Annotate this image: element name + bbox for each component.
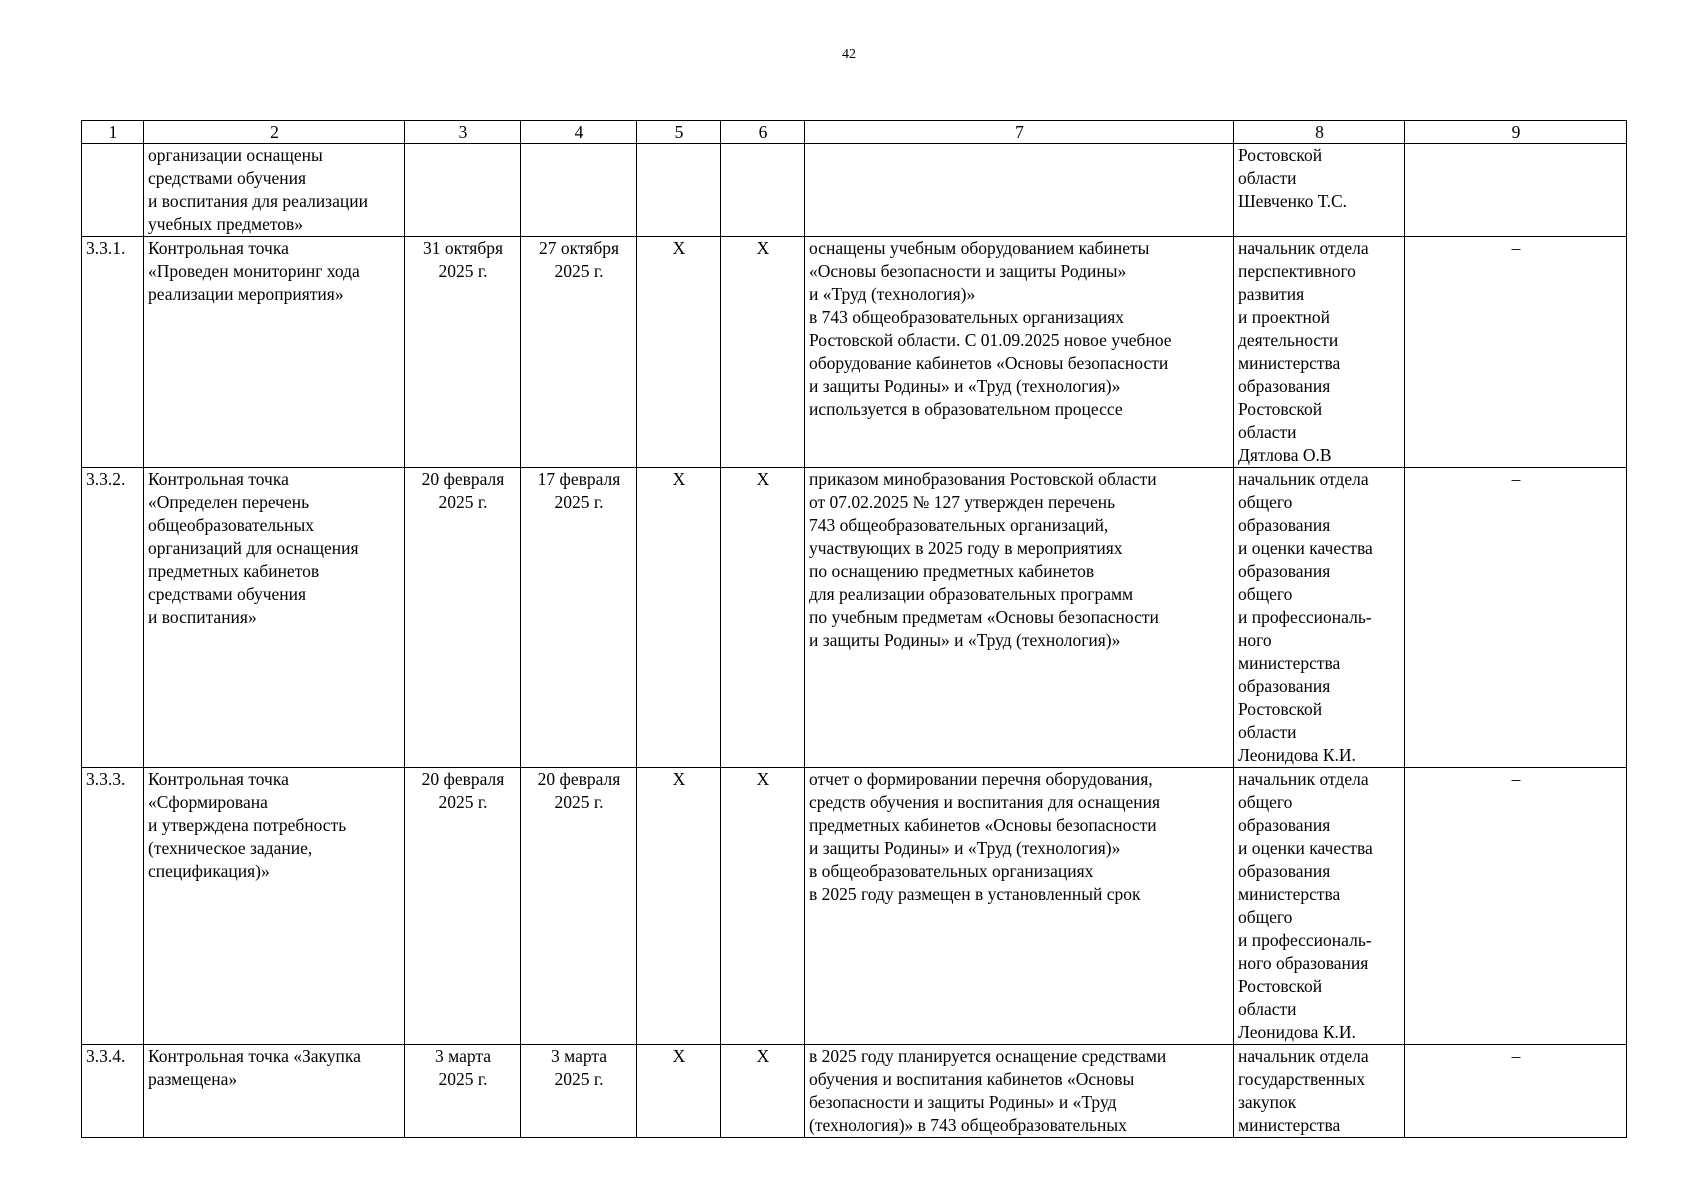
text-line: 20 февраля	[421, 769, 505, 789]
event-title	[144, 768, 405, 1045]
result-description	[805, 1045, 1234, 1138]
column-header: 3	[405, 121, 521, 144]
text-line: 2025 г.	[554, 792, 604, 812]
column-6-value: Х	[721, 237, 805, 468]
text-line: обучения и воспитания кабинетов «Основы	[809, 1069, 1135, 1089]
text-line: (техническое задание,	[148, 838, 313, 858]
text-line: оборудование кабинетов «Основы безопасности	[809, 353, 1169, 373]
text-line: и защиты Родины» и «Труд (технология)»	[809, 630, 1121, 650]
text-line: реализации мероприятия»	[148, 284, 344, 304]
responsible-person	[1234, 1045, 1405, 1138]
text-line: министерства	[1238, 653, 1341, 673]
text-line: используется в образовательном процессе	[809, 399, 1123, 419]
text-line: общего	[1238, 907, 1293, 927]
actual-date	[521, 468, 637, 768]
text-line: «Основы безопасности и защиты Родины»	[809, 261, 1127, 281]
text-line: 2025 г.	[438, 261, 488, 281]
responsible-person	[1234, 144, 1405, 237]
text-line: области	[1238, 168, 1297, 188]
table-row	[82, 237, 1627, 468]
column-5-value	[637, 144, 721, 237]
text-line: образования	[1238, 515, 1331, 535]
text-line: 2025 г.	[438, 792, 488, 812]
text-line: в 743 общеобразовательных организациях	[809, 307, 1124, 327]
column-header: 7	[805, 121, 1234, 144]
text-line: Ростовской	[1238, 399, 1323, 419]
text-line: спецификация)»	[148, 861, 270, 881]
column-6-value: Х	[721, 1045, 805, 1138]
text-line: закупок	[1238, 1092, 1297, 1112]
column-number-row	[82, 121, 1627, 144]
result-description	[805, 237, 1234, 468]
text-line: ного образования	[1238, 953, 1369, 973]
text-line: Леонидова К.И.	[1238, 1022, 1356, 1042]
actual-date	[521, 237, 637, 468]
event-title	[144, 1045, 405, 1138]
text-line: министерства	[1238, 1115, 1341, 1135]
actual-date	[521, 768, 637, 1045]
text-line: Ростовской области. С 01.09.2025 новое учебное	[809, 330, 1172, 350]
text-line: 20 февраля	[421, 469, 505, 489]
text-line: и защиты Родины» и «Труд (технология)»	[809, 376, 1121, 396]
text-line: «Определен перечень	[148, 492, 310, 512]
text-line: образования	[1238, 376, 1331, 396]
text-line: и защиты Родины» и «Труд (технология)»	[809, 838, 1121, 858]
planned-date	[405, 1045, 521, 1138]
text-line: и оценки качества	[1238, 838, 1373, 858]
text-line: области	[1238, 722, 1297, 742]
text-line: Леонидова К.И.	[1238, 745, 1356, 765]
column-9-value: –	[1405, 768, 1627, 1045]
text-line: общего	[1238, 492, 1293, 512]
text-line: в 2025 году планируется оснащение средствами	[809, 1046, 1167, 1066]
text-line: государственных	[1238, 1069, 1366, 1089]
column-header: 9	[1405, 121, 1627, 144]
text-line: организации оснащены	[148, 145, 323, 165]
text-line: по оснащению предметных кабинетов	[809, 561, 1095, 581]
text-line: 743 общеобразовательных организаций,	[809, 515, 1109, 535]
text-line: и «Труд (технология)»	[809, 284, 976, 304]
text-line: 2025 г.	[554, 1069, 604, 1089]
text-line: в 2025 году размещен в установленный срок	[809, 884, 1141, 904]
event-title	[144, 468, 405, 768]
text-line: Ростовской	[1238, 976, 1323, 996]
text-line: и профессиональ-	[1238, 930, 1372, 950]
column-6-value: Х	[721, 768, 805, 1045]
text-line: начальник отдела	[1238, 1046, 1369, 1066]
text-line: приказом минобразования Ростовской области	[809, 469, 1157, 489]
row-number: 3.3.3.	[82, 768, 144, 1045]
text-line: области	[1238, 999, 1297, 1019]
text-line: участвующих в 2025 году в мероприятиях	[809, 538, 1123, 558]
table-row	[82, 1045, 1627, 1138]
event-title	[144, 144, 405, 237]
text-line: и воспитания»	[148, 607, 257, 627]
text-line: общего	[1238, 584, 1293, 604]
text-line: Контрольная точка	[148, 469, 289, 489]
table-row	[82, 768, 1627, 1045]
text-line: образования	[1238, 676, 1331, 696]
text-line: перспективного	[1238, 261, 1356, 281]
column-header: 2	[144, 121, 405, 144]
text-line: общего	[1238, 792, 1293, 812]
table-row	[82, 468, 1627, 768]
text-line: ного	[1238, 630, 1272, 650]
text-line: 3 марта	[551, 1046, 607, 1066]
text-line: для реализации образовательных программ	[809, 584, 1134, 604]
responsible-person	[1234, 468, 1405, 768]
responsible-person	[1234, 237, 1405, 468]
responsible-person	[1234, 768, 1405, 1045]
text-line: средствами обучения	[148, 584, 307, 604]
column-9-value: –	[1405, 237, 1627, 468]
column-header: 1	[82, 121, 144, 144]
column-5-value: Х	[637, 237, 721, 468]
planned-date	[405, 144, 521, 237]
text-line: Шевченко Т.С.	[1238, 191, 1348, 211]
column-6-value	[721, 144, 805, 237]
column-6-value: Х	[721, 468, 805, 768]
text-line: средств обучения и воспитания для оснащения	[809, 792, 1160, 812]
text-line: учебных предметов»	[148, 214, 304, 234]
text-line: предметных кабинетов	[148, 561, 320, 581]
text-line: в общеобразовательных организациях	[809, 861, 1094, 881]
text-line: отчет о формировании перечня оборудования,	[809, 769, 1153, 789]
column-5-value: Х	[637, 1045, 721, 1138]
text-line: министерства	[1238, 884, 1341, 904]
text-line: «Проведен мониторинг хода	[148, 261, 360, 281]
text-line: размещена»	[148, 1069, 238, 1089]
column-header: 5	[637, 121, 721, 144]
text-line: образования	[1238, 561, 1331, 581]
text-line: 3 марта	[435, 1046, 491, 1066]
row-number: 3.3.2.	[82, 468, 144, 768]
text-line: Контрольная точка «Закупка	[148, 1046, 361, 1066]
text-line: и утверждена потребность	[148, 815, 347, 835]
text-line: 2025 г.	[438, 492, 488, 512]
actual-date	[521, 144, 637, 237]
text-line: министерства	[1238, 353, 1341, 373]
text-line: предметных кабинетов «Основы безопасности	[809, 815, 1157, 835]
text-line: 2025 г.	[554, 492, 604, 512]
text-line: начальник отдела	[1238, 769, 1369, 789]
text-line: развития	[1238, 284, 1305, 304]
column-header: 4	[521, 121, 637, 144]
text-line: 17 февраля	[537, 469, 621, 489]
column-9-value	[1405, 144, 1627, 237]
text-line: и воспитания для реализации	[148, 191, 368, 211]
row-number: 3.3.4.	[82, 1045, 144, 1138]
text-line: области	[1238, 422, 1297, 442]
text-line: (технология)» в 743 общеобразовательных	[809, 1115, 1127, 1135]
page-number: 42	[842, 47, 856, 62]
text-line: 31 октября	[422, 238, 504, 258]
planned-date	[405, 468, 521, 768]
column-9-value: –	[1405, 468, 1627, 768]
text-line: Дятлова О.В	[1238, 445, 1332, 465]
text-line: и проектной	[1238, 307, 1330, 327]
result-description	[805, 144, 1234, 237]
text-line: деятельности	[1238, 330, 1339, 350]
text-line: оснащены учебным оборудованием кабинеты	[809, 238, 1150, 258]
row-number: 3.3.1.	[82, 237, 144, 468]
text-line: начальник отдела	[1238, 238, 1369, 258]
text-line: начальник отдела	[1238, 469, 1369, 489]
text-line: Контрольная точка	[148, 769, 289, 789]
result-description	[805, 768, 1234, 1045]
column-9-value: –	[1405, 1045, 1627, 1138]
text-line: по учебным предметам «Основы безопасности	[809, 607, 1159, 627]
row-number	[82, 144, 144, 237]
planned-date	[405, 237, 521, 468]
column-header: 8	[1234, 121, 1405, 144]
text-line: от 07.02.2025 № 127 утвержден перечень	[809, 492, 1116, 512]
text-line: 20 февраля	[537, 769, 621, 789]
text-line: Ростовской	[1238, 699, 1323, 719]
table-row	[82, 144, 1627, 237]
text-line: и профессиональ-	[1238, 607, 1372, 627]
text-line: средствами обучения	[148, 168, 307, 188]
text-line: образования	[1238, 861, 1331, 881]
control-points-table	[81, 120, 1627, 1138]
text-line: и оценки качества	[1238, 538, 1373, 558]
text-line: 2025 г.	[554, 261, 604, 281]
actual-date	[521, 1045, 637, 1138]
event-title	[144, 237, 405, 468]
text-line: Ростовской	[1238, 145, 1323, 165]
text-line: общеобразовательных	[148, 515, 314, 535]
text-line: безопасности и защиты Родины» и «Труд	[809, 1092, 1117, 1112]
text-line: организаций для оснащения	[148, 538, 359, 558]
text-line: 27 октября	[538, 238, 620, 258]
column-5-value: Х	[637, 468, 721, 768]
text-line: 2025 г.	[438, 1069, 488, 1089]
column-header: 6	[721, 121, 805, 144]
result-description	[805, 468, 1234, 768]
text-line: образования	[1238, 815, 1331, 835]
planned-date	[405, 768, 521, 1045]
text-line: «Сформирована	[148, 792, 268, 812]
column-5-value: Х	[637, 768, 721, 1045]
text-line: Контрольная точка	[148, 238, 289, 258]
